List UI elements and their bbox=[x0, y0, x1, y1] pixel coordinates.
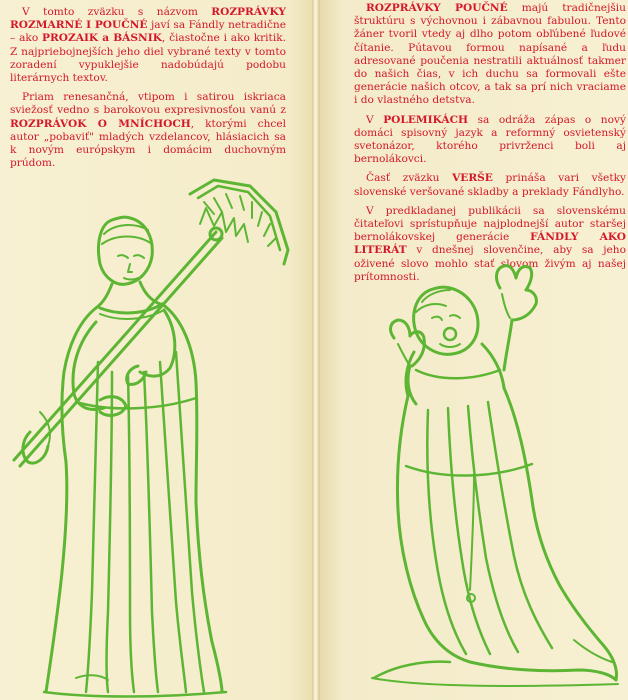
text-segment: V predkladanej publikácii sa slovenskému čitateľovi sprístupňuje najplodnejší autor staršej bernolákovskej generácie bbox=[354, 204, 626, 244]
left-page-text bbox=[10, 6, 286, 170]
text-segment: majú tradičnejšiu štruktúru s výchovnou i zábavnou fabulou. Tento žáner tvoril vtedy aj dlho potom obľúbené ľudové čítanie. Pútavou formou napísané a ľudu adresované poučenia nestratili aktuálnosť takmer do našich čias, v ich duchu sa formovali ešte generácie našich otcov, a tak sa prí nich vraciame i do vlastného detstva. bbox=[354, 2, 627, 107]
kneeling-monk-icon bbox=[354, 260, 628, 700]
text-segment: v dnešnej slovenčine, aby sa jeho oživené slovo mohlo stať slovom živým aj našej prítomnosti. bbox=[354, 244, 626, 283]
right-paragraph-1 bbox=[354, 2, 626, 108]
bold-title-segment: ROZPRÁVOK O MNÍCHOCH bbox=[10, 117, 191, 130]
bold-title-segment: POLEMIKÁCH bbox=[383, 113, 469, 126]
text-segment: V bbox=[366, 113, 384, 126]
right-paragraph-3 bbox=[354, 172, 626, 198]
bold-title-segment: PROZAIK a BÁSNIK bbox=[42, 32, 162, 45]
text-segment: , ktorými chcel autor „pobaviť" mladých vzdelancov, hlásiacich sa k novým európskym i domácim duchovným prúdom. bbox=[10, 117, 286, 170]
left-paragraph-1 bbox=[10, 6, 286, 85]
text-segment: , čiastočne i ako kritik. Z najpriebojnejších jeho diel vybrané texty v tomto zoradení vypuklejšie nadobúdajú podobu literárnych textov. bbox=[10, 32, 286, 85]
text-segment: Časť zväzku bbox=[366, 172, 453, 185]
text-segment: sa odráža zápas o nový domáci spisovný jazyk a reformný osvietenský svetonázor, ktorého privrženci boli aj bernolákovci. bbox=[354, 113, 626, 166]
text-segment: Priam renesančná, vtipom i satirou iskriaca sviežosť vedno s barokovou expresivnosťou vanú z bbox=[10, 91, 286, 117]
woman-with-rake-icon bbox=[0, 172, 300, 700]
text-segment: javí sa Fándly netradične – ako bbox=[10, 19, 286, 45]
bold-title-segment: FÁNDLY AKO LITERÁT bbox=[354, 231, 626, 257]
book-spine bbox=[312, 0, 320, 700]
left-paragraph-2 bbox=[10, 91, 286, 170]
bold-title-segment: ROZPRÁVKY POUČNÉ bbox=[366, 2, 508, 14]
text-segment: prináša vari všetky slovenské veršované skladby a preklady Fándlyho. bbox=[354, 172, 626, 198]
bold-title-segment: ROZPRÁVKY ROZMARNÉ I POUČNÉ bbox=[10, 6, 286, 32]
right-page-text bbox=[354, 2, 626, 284]
right-paragraph-2 bbox=[354, 114, 626, 167]
bold-title-segment: VERŠE bbox=[452, 172, 493, 185]
text-segment: V tomto zväzku s názvom bbox=[22, 6, 212, 18]
